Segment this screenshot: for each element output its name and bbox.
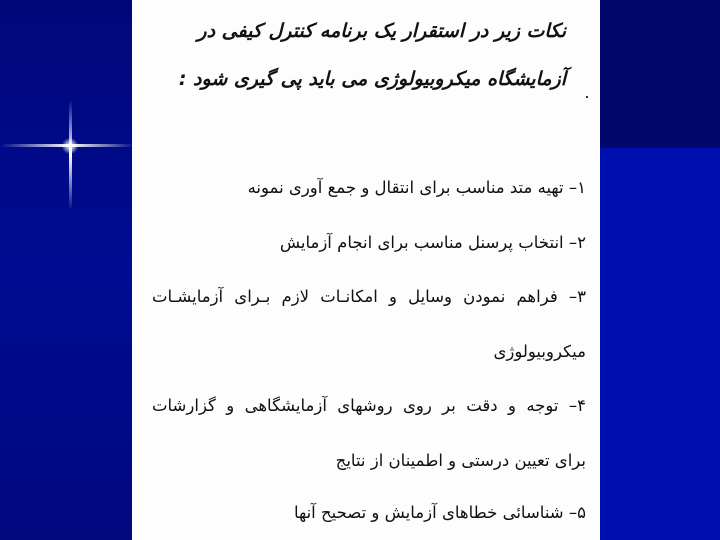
body-line-item-1: ۱– تهیه متد مناسب برای انتقال و جمع آوری نمونه [247, 178, 586, 197]
speck-mark [586, 96, 588, 98]
body-line-item-5: ۵– شناسائی خطاهای آزمایش و تصحیح آنها [293, 503, 586, 522]
body-line-item-4-continued: برای تعیین درستی و اطمینان از نتایج [335, 451, 586, 470]
body-line-item-3-continued: میکروبیولوژی [493, 342, 586, 361]
scanned-document-page [132, 0, 600, 540]
body-line-item-2: ۲– انتخاب پرسنل مناسب برای انجام آزمایش [279, 233, 586, 252]
body-line-item-3: ۳– فراهم نمودن وسایل و امکانـات لازم بـرای آزمایشـات [152, 287, 586, 306]
body-line-item-4: ۴– توجه و دقت بر روی روشهای آزمایشگاهی و گزارشات [152, 396, 586, 415]
sparkle-star-icon [62, 138, 78, 154]
slide-background-right [600, 148, 720, 540]
slide-background-left-panel [0, 0, 132, 540]
document-title-line-2: آزمایشگاه میکروبیولوژی می باید پی گیری شود : [178, 68, 566, 90]
sparkle-vertical-ray [69, 100, 72, 210]
document-title-line-1: نکات زیر در استقرار یک برنامه کنترل کیفی در [197, 20, 566, 42]
slide-background-right-top [600, 0, 720, 148]
